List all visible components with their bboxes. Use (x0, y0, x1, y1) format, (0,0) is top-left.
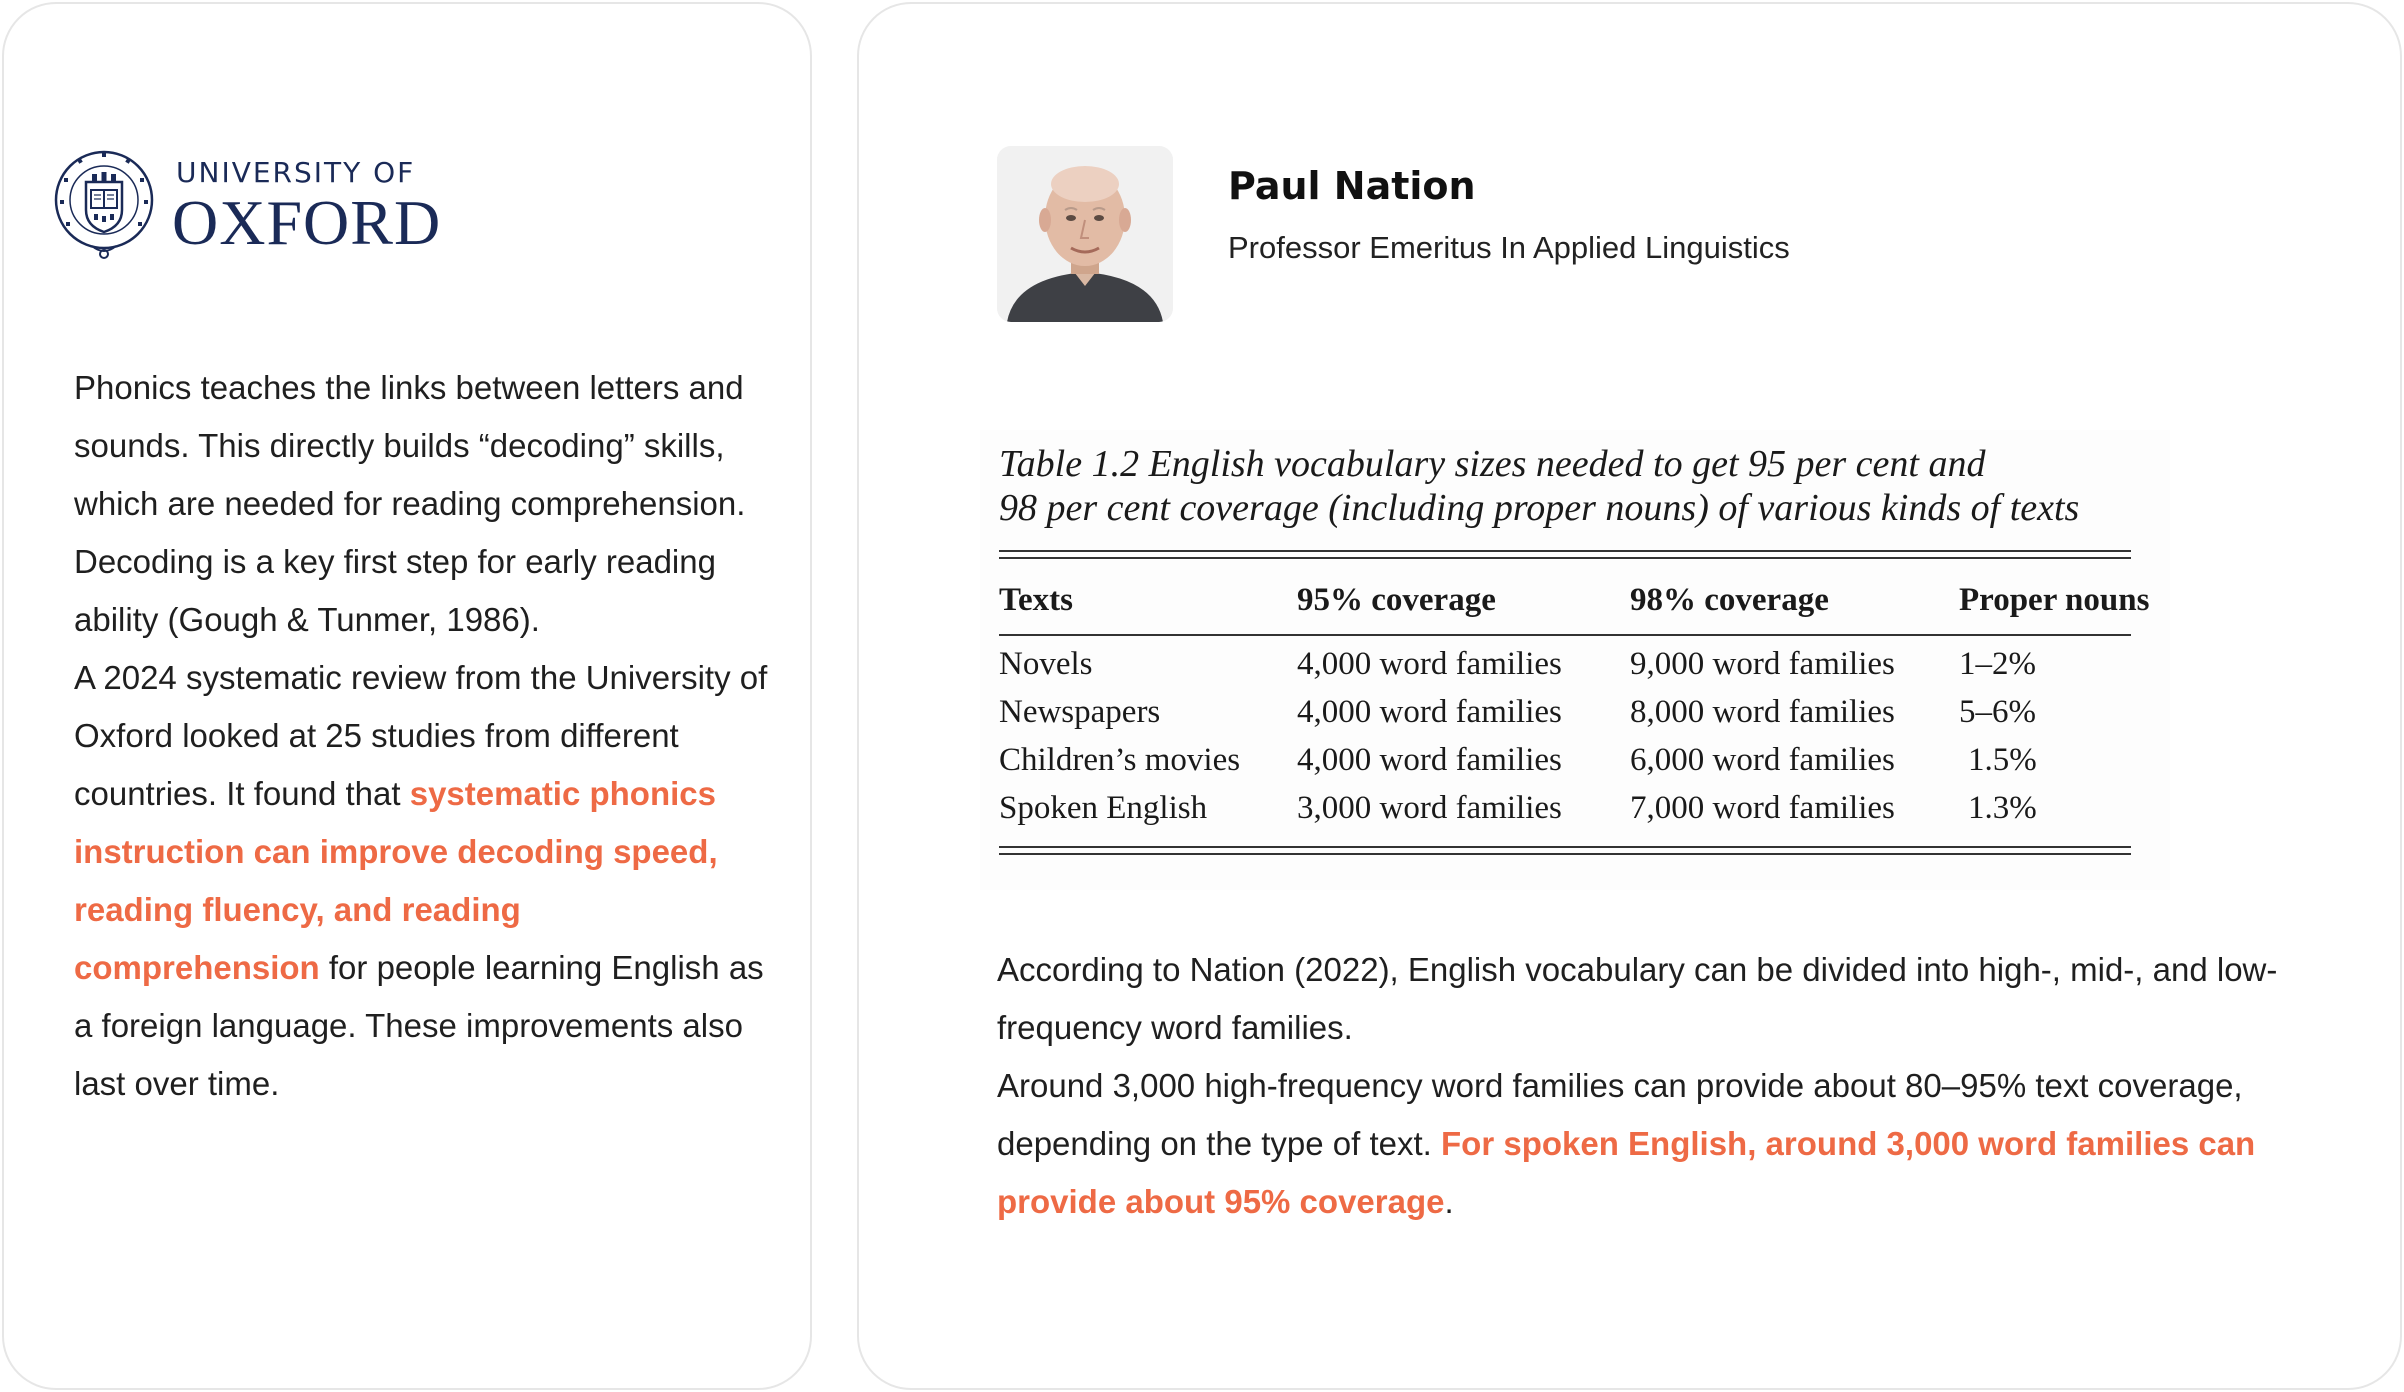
table-cell: 4,000 word families (1297, 742, 1562, 778)
table-cell: 7,000 word families (1630, 790, 1895, 826)
table-top-rule (999, 550, 2131, 552)
table-cell: 4,000 word families (1297, 694, 1562, 730)
table-cell: 5–6% (1959, 694, 2036, 730)
table-cell: Spoken English (999, 790, 1208, 826)
nation-highlight: For spoken English, around 3,000 word families can provide about 95% coverage (997, 1125, 2256, 1220)
table-top-rule-2 (999, 557, 2131, 559)
oxford-seal-icon (52, 144, 156, 264)
oxford-highlight: systematic phonics instruction can improve decoding speed, reading fluency, and reading comprehension (74, 775, 718, 986)
author-photo (997, 146, 1173, 322)
table-cell: 3,000 word families (1297, 790, 1562, 826)
nation-paragraph-2 (997, 1057, 2297, 1231)
table-cell: Children’s movies (999, 742, 1241, 778)
table-bottom-rule (999, 846, 2131, 848)
table-header-texts: Texts (999, 582, 1073, 618)
table-bottom-rule-2 (999, 853, 2131, 855)
author-avatar-icon (997, 146, 1173, 322)
table-cell: 1–2% (1959, 646, 2036, 682)
nation-paragraph-2-end: . (1444, 1183, 1454, 1220)
table-cell: Novels (999, 646, 1093, 682)
table-caption-line-1: Table 1.2 English vocabulary sizes needed to get 95 per cent and (999, 443, 1986, 485)
nation-paragraph-1: According to Nation (2022), English vocabulary can be divided into high-, mid-, and low-frequency word families. (997, 951, 2278, 1046)
oxford-paragraph-2 (74, 649, 774, 1113)
oxford-summary (74, 359, 774, 1113)
table-header-95: 95% coverage (1297, 582, 1496, 618)
logo-text-university-of: UNIVERSITY OF (176, 156, 416, 189)
table-cell: 8,000 word families (1630, 694, 1895, 730)
oxford-paragraph-2-start: A 2024 systematic review from the University of Oxford looked at 25 studies from different countries. It found that (74, 659, 768, 812)
table-cell: 1.3% (1968, 790, 2037, 826)
table-caption-line-2: 98 per cent coverage (including proper nouns) of various kinds of texts (999, 487, 2080, 529)
table-cell: 4,000 word families (1297, 646, 1562, 682)
table-cell: 6,000 word families (1630, 742, 1895, 778)
logo-text-oxford: OXFORD (172, 187, 442, 258)
vocabulary-table-image (980, 430, 2170, 890)
oxford-paragraph-2-end: for people learning English as a foreign language. These improvements also last over time. (74, 949, 764, 1102)
author-name: Paul Nation (1228, 164, 1476, 208)
oxford-paragraph-1: Phonics teaches the links between letters and sounds. This directly builds “decoding” skills, which are needed for reading comprehension. Decoding is a key first step for early reading ability (Gough & Tunmer, 1986). (74, 369, 746, 638)
nation-summary (997, 941, 2297, 1231)
table-caption (999, 442, 2079, 530)
oxford-logo (52, 144, 472, 268)
table-header-98: 98% coverage (1630, 582, 1829, 618)
nation-paragraph-2-start: Around 3,000 high-frequency word families can provide about 80–95% text coverage, depending on the type of text. (997, 1067, 2243, 1162)
table-cell: 1.5% (1968, 742, 2037, 778)
table-cell: Newspapers (999, 694, 1161, 730)
table-header-rule (999, 634, 2131, 636)
author-title: Professor Emeritus In Applied Linguistics (1228, 230, 1790, 265)
table-header-proper-nouns: Proper nouns (1959, 582, 2150, 618)
table-cell: 9,000 word families (1630, 646, 1895, 682)
